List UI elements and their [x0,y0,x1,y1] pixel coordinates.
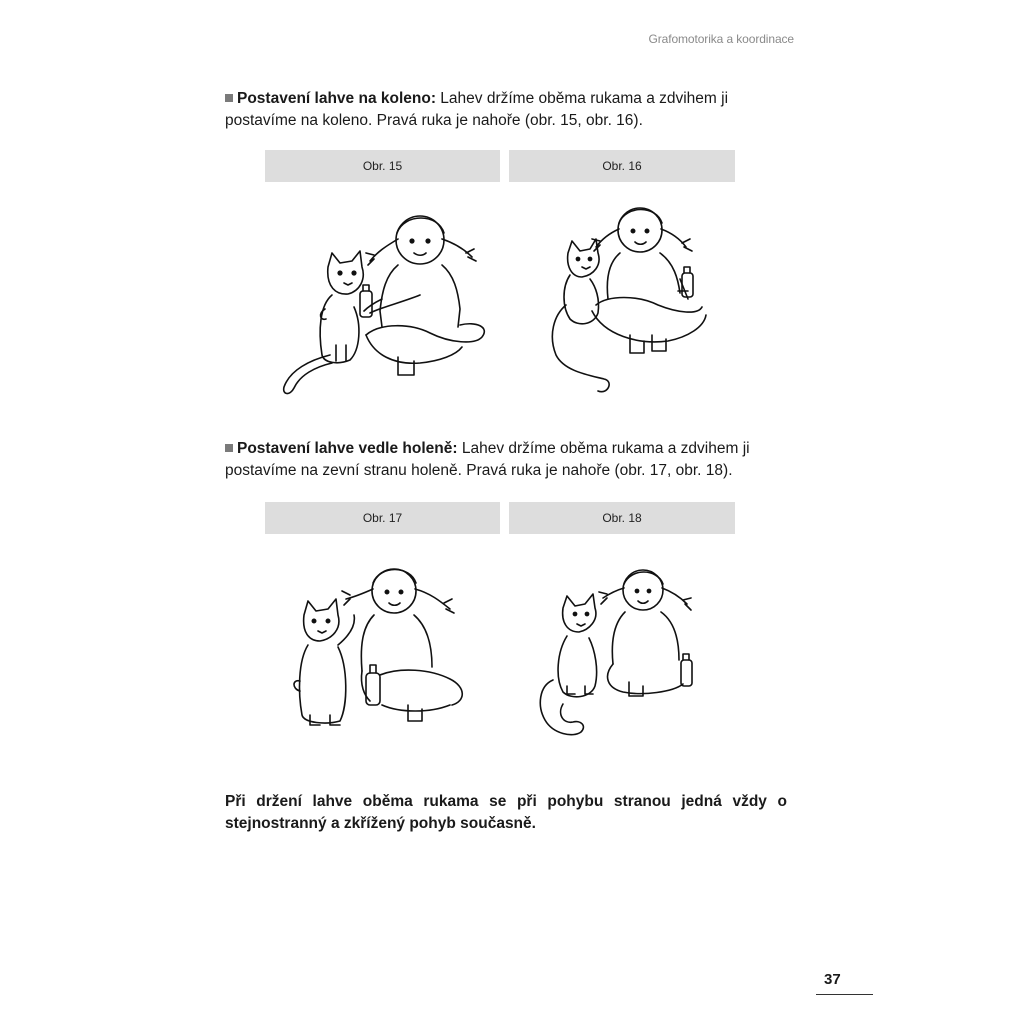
caption-obr-15: Obr. 15 [265,150,500,182]
paragraph-shin [225,438,787,482]
page-number-rule [816,994,873,995]
paragraph-knee [225,88,787,132]
paragraph-heading: Postavení lahve vedle holeně: [237,440,458,457]
page-number: 37 [824,971,841,988]
illustration-obr-15 [270,195,500,400]
paragraph-text: Lahev držíme oběma rukama a zdvihem ji postavíme na zevní stranu holeně. Pravá ruka je nahoře (obr. 17, obr. 18). [225,440,750,479]
running-header: Grafomotorika a koordinace [648,32,794,46]
paragraph-text: Lahev držíme oběma rukama a zdvihem ji postavíme na koleno. Pravá ruka je nahoře (obr. 15, obr. 16). [225,90,729,129]
paragraph-heading: Postavení lahve na koleno: [237,90,436,107]
illustration-obr-18 [533,560,713,740]
caption-obr-18: Obr. 18 [509,502,735,534]
bullet-icon [225,94,233,102]
illustration-obr-16 [548,195,728,405]
caption-obr-17: Obr. 17 [265,502,500,534]
caption-obr-16: Obr. 16 [509,150,735,182]
bullet-icon [225,444,233,452]
illustration-obr-17 [290,555,505,735]
note-paragraph: Při držení lahve oběma rukama se při pohybu stranou jedná vždy o stejnostranný a zkřížený pohyb současně. [225,793,787,832]
